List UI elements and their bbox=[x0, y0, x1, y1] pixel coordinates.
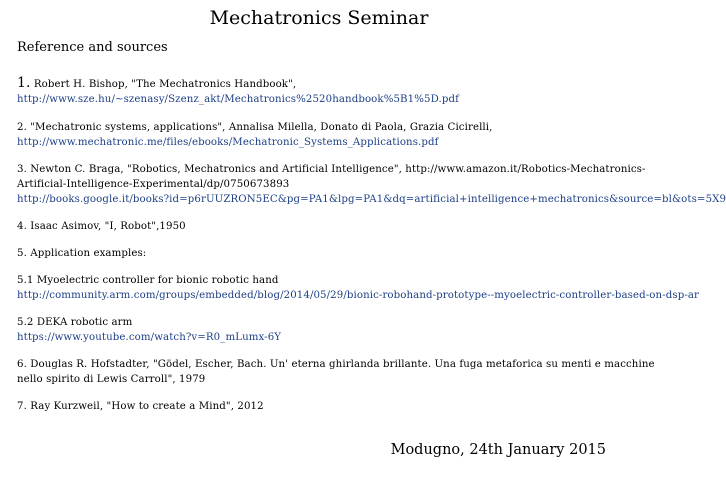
reference-line bbox=[17, 120, 638, 135]
reference-line bbox=[17, 246, 638, 261]
reference-text: Myoelectric controller for bionic robotic hand bbox=[33, 275, 279, 286]
date-location: Modugno, 24th January 2015 bbox=[390, 442, 606, 458]
reference-item bbox=[17, 162, 726, 207]
reference-text: Robert H. Bishop, "The Mechatronics Handbook", bbox=[30, 79, 297, 90]
reference-number: 4. bbox=[17, 221, 27, 232]
reference-number: 3. bbox=[17, 164, 27, 175]
reference-number: 6. bbox=[17, 359, 27, 370]
reference-item bbox=[17, 399, 638, 414]
reference-item bbox=[17, 315, 638, 345]
reference-text: Ray Kurzweil, "How to create a Mind", 2012 bbox=[26, 401, 264, 412]
reference-text: Isaac Asimov, "I, Robot",1950 bbox=[26, 221, 186, 232]
reference-link[interactable]: http://www.sze.hu/~szenasy/Szenz_akt/Mechatronics%2520handbook%5B1%5D.pdf bbox=[17, 94, 459, 105]
reference-number: 7. bbox=[17, 401, 27, 412]
reference-line bbox=[17, 219, 638, 234]
reference-line bbox=[17, 315, 638, 330]
reference-line bbox=[17, 357, 655, 372]
reference-text: Artificial-Intelligence-Experimental/dp/0750673893 bbox=[17, 179, 290, 190]
reference-text: DEKA robotic arm bbox=[33, 317, 133, 328]
reference-number: 5.2 bbox=[17, 317, 34, 328]
slide-title: Mechatronics Seminar bbox=[209, 7, 429, 29]
reference-item bbox=[17, 357, 655, 387]
slide-subtitle: Reference and sources bbox=[17, 40, 168, 55]
reference-link[interactable]: http://books.google.it/books?id=p6rUUZRON5EC&pg=PA1&lpg=PA1&dq=artificial+intelligence+mechatronics&source=bl&ots=5X9 bbox=[17, 194, 726, 205]
reference-link[interactable]: https://www.youtube.com/watch?v=R0_mLumx-6Y bbox=[17, 332, 282, 343]
reference-text: Application examples: bbox=[26, 248, 147, 259]
reference-item bbox=[17, 273, 700, 303]
reference-number: 5.1 bbox=[17, 275, 34, 286]
reference-number: 5. bbox=[17, 248, 27, 259]
reference-link[interactable]: http://www.mechatronic.me/files/ebooks/Mechatronic_Systems_Applications.pdf bbox=[17, 137, 439, 148]
reference-text: Douglas R. Hofstadter, "Gödel, Escher, Bach. Un' eterna ghirlanda brillante. Una fuga metaforica su menti e macchine bbox=[26, 359, 655, 370]
reference-line bbox=[17, 273, 638, 288]
reference-number: 2. bbox=[17, 122, 27, 133]
reference-line bbox=[17, 399, 638, 414]
reference-text: "Mechatronic systems, applications", Annalisa Milella, Donato di Paola, Grazia Cicirelli, bbox=[26, 122, 493, 133]
reference-line bbox=[17, 162, 646, 177]
reference-item bbox=[17, 120, 638, 150]
reference-number: 1. bbox=[17, 75, 31, 91]
reference-line bbox=[17, 76, 638, 92]
reference-item bbox=[17, 76, 638, 107]
reference-text: nello spirito di Lewis Carroll", 1979 bbox=[17, 374, 206, 385]
reference-link[interactable]: http://community.arm.com/groups/embedded/blog/2014/05/29/bionic-robohand-prototype--myoelectric-controller-based-on-dsp-ar bbox=[17, 290, 700, 301]
reference-text: Newton C. Braga, "Robotics, Mechatronics and Artificial Intelligence", http://www.amazon.it/Robotics-Mechatronics- bbox=[26, 164, 646, 175]
reference-item bbox=[17, 246, 638, 261]
reference-list bbox=[17, 75, 726, 426]
reference-item bbox=[17, 219, 638, 234]
